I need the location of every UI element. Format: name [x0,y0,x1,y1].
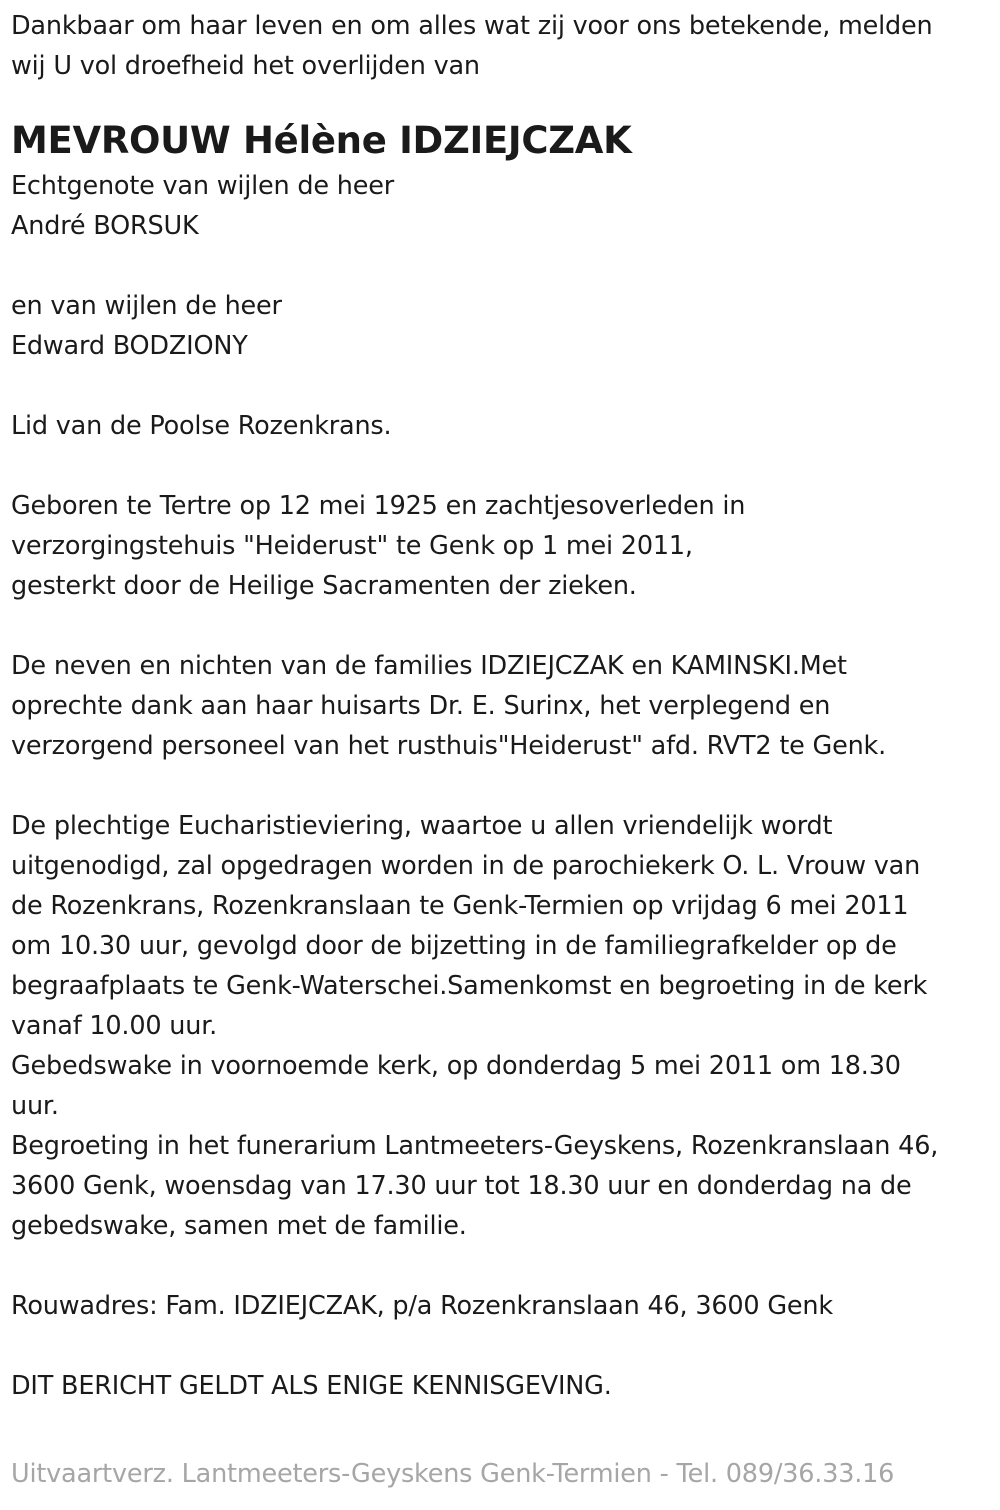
obituary-notice [11,6,996,1406]
deceased-name-title: MEVROUW Hélène IDZIEJCZAK [11,119,632,162]
spacer [11,366,996,406]
spouse-second-block [11,286,996,366]
ceremony-paragraph [11,806,996,1246]
spacer [11,446,996,486]
paragraph-line: de Rozenkrans, Rozenkranslaan te Genk-Termien op vrijdag 6 mei 2011 [11,891,909,921]
paragraph-line: vanaf 10.00 uur. [11,1011,218,1041]
paragraph-line: oprechte dank aan haar huisarts Dr. E. Surinx, het verplegend en [11,691,831,721]
paragraph-line: Begroeting in het funerarium Lantmeeters-Geyskens, Rozenkranslaan 46, [11,1131,939,1161]
paragraph-line: Geboren te Tertre op 12 mei 1925 en zachtjesoverleden in [11,491,746,521]
notice-statement: DIT BERICHT GELDT ALS ENIGE KENNISGEVING. [11,1371,612,1401]
mourning-address: Rouwadres: Fam. IDZIEJCZAK, p/a Rozenkranslaan 46, 3600 Genk [11,1291,833,1321]
spouse-line: Echtgenote van wijlen de heer [11,171,394,201]
paragraph-line: verzorgend personeel van het rusthuis"Heiderust" afd. RVT2 te Genk. [11,731,887,761]
paragraph-line: 3600 Genk, woensdag van 17.30 uur tot 18.30 uur en donderdag na de [11,1171,912,1201]
paragraph-line: verzorgingstehuis "Heiderust" te Genk op 1 mei 2011, [11,531,693,561]
spouse-first-block [11,166,996,246]
spacer [11,246,996,286]
paragraph-line: uitgenodigd, zal opgedragen worden in de parochiekerk O. L. Vrouw van [11,851,921,881]
paragraph-line: gesterkt door de Heilige Sacramenten der zieken. [11,571,637,601]
intro-paragraph [11,6,996,86]
spouse-line: en van wijlen de heer [11,291,282,321]
birth-death-paragraph [11,486,996,606]
intro-line: wij U vol droefheid het overlijden van [11,51,480,81]
paragraph-line: gebedswake, samen met de familie. [11,1211,467,1241]
spacer [11,1326,996,1366]
intro-line: Dankbaar om haar leven en om alles wat zij voor ons betekende, melden [11,11,933,41]
paragraph-line: De neven en nichten van de families IDZIEJCZAK en KAMINSKI.Met [11,651,847,681]
spacer [11,766,996,806]
family-thanks-paragraph [11,646,996,766]
paragraph-line: begraafplaats te Genk-Waterschei.Samenkomst en begroeting in de kerk [11,971,928,1001]
spacer [11,606,996,646]
paragraph-line: om 10.30 uur, gevolgd door de bijzetting in de familiegrafkelder op de [11,931,897,961]
paragraph-line: De plechtige Eucharistieviering, waartoe u allen vriendelijk wordt [11,811,833,841]
spouse-name: André BORSUK [11,211,199,241]
spacer [11,1246,996,1286]
spouse-name: Edward BODZIONY [11,331,248,361]
membership-text: Lid van de Poolse Rozenkrans. [11,411,392,441]
paragraph-line: uur. [11,1091,59,1121]
funeral-home-footer: Uitvaartverz. Lantmeeters-Geyskens Genk-Termien - Tel. 089/36.33.16 [11,1459,895,1489]
paragraph-line: Gebedswake in voornoemde kerk, op donderdag 5 mei 2011 om 18.30 [11,1051,901,1081]
